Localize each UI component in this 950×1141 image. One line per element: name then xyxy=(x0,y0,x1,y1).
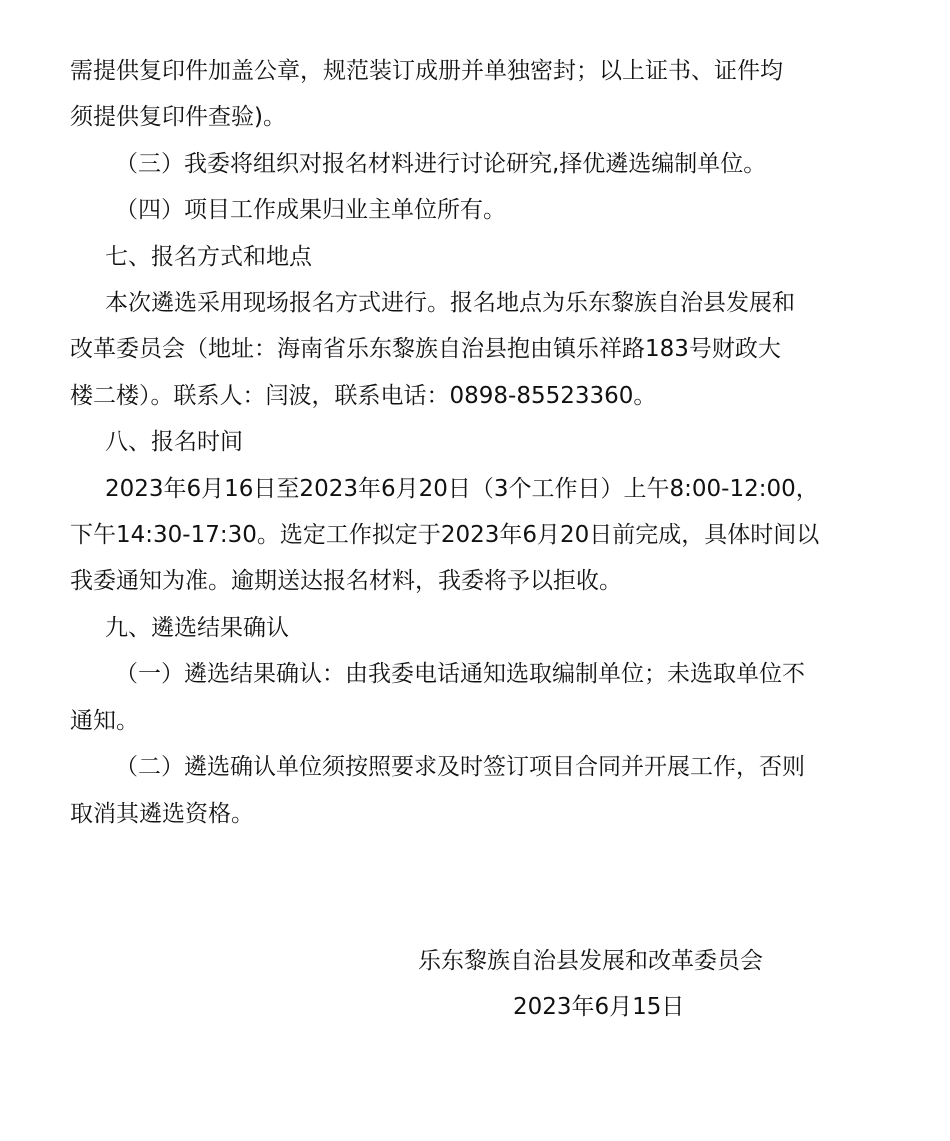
section-heading: 九、遴选结果确认 xyxy=(105,614,289,641)
paragraph-line: 我委通知为准。逾期送达报名材料，我委将予以拒收。 xyxy=(70,568,622,595)
paragraph-line: 2023年6月16日至2023年6月20日（3个工作日）上午8:00-12:00， xyxy=(105,475,819,502)
signature-organization: 乐东黎族自治县发展和改革委员会 xyxy=(418,948,763,974)
document-body xyxy=(70,48,885,837)
paragraph-line: 本次遴选采用现场报名方式进行。报名地点为乐东黎族自治县发展和 xyxy=(105,290,795,317)
paragraph-line: 取消其遴选资格。 xyxy=(70,800,254,827)
section-heading: 八、报名时间 xyxy=(105,429,243,456)
paragraph-line: 通知。 xyxy=(70,707,139,734)
section-heading: 七、报名方式和地点 xyxy=(105,243,312,270)
paragraph-line: 需提供复印件加盖公章，规范装订成册并单独密封；以上证书、证件均 xyxy=(70,58,783,84)
paragraph-line: 楼二楼）。联系人：闫波，联系电话：0898-85523360。 xyxy=(70,382,657,409)
paragraph-line: （一）遴选结果确认：由我委电话通知选取编制单位；未选取单位不 xyxy=(115,661,805,688)
paragraph-line: （三）我委将组织对报名材料进行讨论研究,择优遴选编制单位。 xyxy=(115,150,767,177)
paragraph-line: 下午14:30-17:30。选定工作拟定于2023年6月20日前完成，具体时间以 xyxy=(70,522,820,549)
paragraph-line: （四）项目工作成果归业主单位所有。 xyxy=(115,197,506,224)
signature-date: 2023年6月15日 xyxy=(513,994,685,1020)
paragraph-line: （二）遴选确认单位须按照要求及时签订项目合同并开展工作，否则 xyxy=(115,754,805,781)
paragraph-line: 须提供复印件查验)。 xyxy=(70,104,286,131)
paragraph-line: 改革委员会（地址：海南省乐东黎族自治县抱由镇乐祥路183号财政大 xyxy=(70,336,781,363)
